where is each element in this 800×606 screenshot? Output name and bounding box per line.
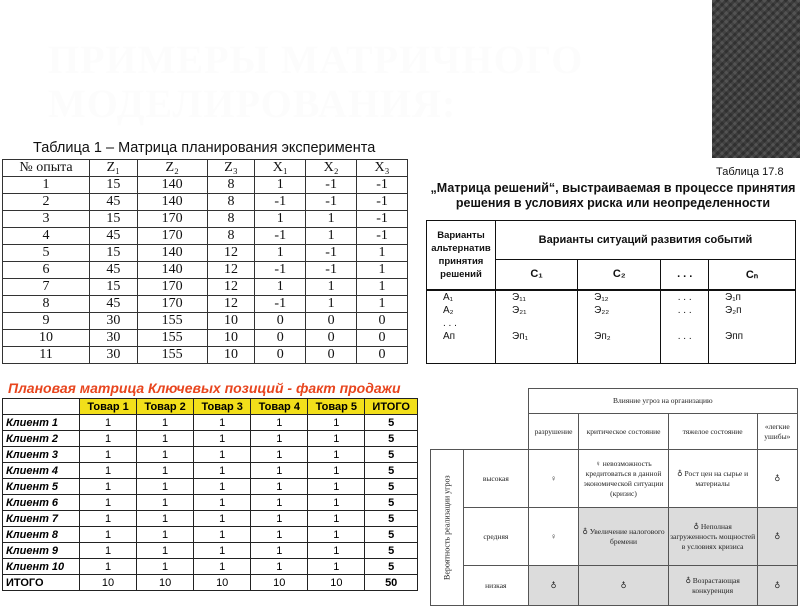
table-cell: 1: [308, 495, 365, 511]
table-cell: 1: [251, 447, 308, 463]
table-cell: -1: [306, 245, 357, 262]
table-cell: 0: [357, 347, 408, 364]
table-cell: 1: [194, 463, 251, 479]
table-cell: 30: [90, 347, 138, 364]
table-cell: 10: [3, 330, 90, 347]
slide-title: [48, 38, 583, 126]
table-row: [3, 330, 408, 347]
table-cell: 1: [194, 511, 251, 527]
outcome-cell: [578, 290, 661, 364]
table-cell: -1: [306, 177, 357, 194]
table-cell: 1: [137, 495, 194, 511]
table-cell: 0: [357, 330, 408, 347]
table-cell: 1: [194, 495, 251, 511]
table-row: [3, 262, 408, 279]
table-cell: 1: [308, 447, 365, 463]
table-cell: 1: [194, 559, 251, 575]
situation-header: C₁: [496, 259, 578, 290]
table-header: ИТОГО: [365, 399, 418, 415]
table-cell: Клиент 3: [3, 447, 80, 463]
table-cell: 140: [137, 262, 207, 279]
total-row: [3, 575, 418, 591]
impact-header: тяжелое состояние: [668, 414, 757, 450]
table-cell: 15: [90, 211, 138, 228]
table-cell: -1: [255, 194, 306, 211]
table-cell: -1: [357, 177, 408, 194]
table-cell: 0: [255, 347, 306, 364]
table-cell: 1: [306, 279, 357, 296]
table-cell: 10: [207, 330, 255, 347]
probability-header: Вероятность реализации угроз: [431, 450, 464, 606]
table-cell: 155: [137, 313, 207, 330]
table-cell: 1: [251, 431, 308, 447]
table-header: X₃: [357, 160, 408, 177]
table-row: [3, 479, 418, 495]
table-cell: Клиент 6: [3, 495, 80, 511]
table-cell: 5: [365, 463, 418, 479]
outcome-value: Э₁₁: [512, 292, 526, 303]
table-cell: 170: [137, 211, 207, 228]
table-header: Z₂: [137, 160, 207, 177]
table-cell: 1: [255, 279, 306, 296]
table-cell: Клиент 2: [3, 431, 80, 447]
table3-label: Таблица 17.8: [716, 166, 784, 178]
table-cell: 8: [207, 177, 255, 194]
table-cell: 1: [194, 415, 251, 431]
table-row: [3, 211, 408, 228]
situation-header: C₂: [578, 259, 661, 290]
table-cell: 6: [3, 262, 90, 279]
table1-caption: Таблица 1 – Матрица планирования эксперимента: [33, 140, 376, 156]
outcome-value: Э₂₁: [512, 305, 527, 316]
alternative-label: Aп: [443, 331, 456, 342]
table2-body: [3, 415, 418, 591]
table-cell: 15: [90, 279, 138, 296]
outcome-cell: [496, 290, 578, 364]
table-cell: 7: [3, 279, 90, 296]
table-cell: Клиент 9: [3, 543, 80, 559]
table-header-row: [3, 399, 418, 415]
table-header-row: [427, 221, 796, 260]
table-cell: 10: [194, 575, 251, 591]
table-cell: -1: [306, 194, 357, 211]
probability-level: средняя: [464, 508, 529, 566]
outcome-value: Э₁п: [725, 292, 741, 303]
table-cell: 1: [3, 177, 90, 194]
table3-caption-line2: решения в условиях риска или неопределенности: [455, 196, 771, 210]
table-cell: 0: [357, 313, 408, 330]
table2-caption: Плановая матрица Ключевых позиций - факт продажи: [8, 380, 401, 396]
table-cell: 8: [207, 211, 255, 228]
table-cell: 1: [137, 431, 194, 447]
table3-caption-line1: „Матрица решений“, выстраиваемая в процессе принятия: [430, 181, 796, 195]
threat-cell: ♁ Увеличение налогового бремени: [579, 508, 668, 566]
table-row: [3, 463, 418, 479]
table-cell: Клиент 5: [3, 479, 80, 495]
table-cell: 1: [137, 463, 194, 479]
table-row: [427, 290, 796, 364]
table-row: [3, 313, 408, 330]
table-cell: 3: [3, 211, 90, 228]
table-cell: 1: [306, 211, 357, 228]
table-cell: 0: [255, 330, 306, 347]
table-cell: 4: [3, 228, 90, 245]
slide-title-line2: МОДЕЛИРОВАНИЯ:: [48, 81, 457, 126]
table-header: Товар 1: [80, 399, 137, 415]
table-row: [3, 245, 408, 262]
threat-cell: ♁: [757, 508, 797, 566]
threat-cell: ♁ Рост цен на сырье и материалы: [668, 450, 757, 508]
table-cell: 5: [365, 447, 418, 463]
outcome-value: [498, 317, 575, 330]
table-cell: 1: [251, 511, 308, 527]
table-cell: 5: [365, 559, 418, 575]
table-cell: 12: [207, 245, 255, 262]
table-cell: 1: [80, 479, 137, 495]
threat-cell: ♁: [579, 566, 668, 606]
table-cell: 155: [137, 347, 207, 364]
table-cell: 1: [137, 415, 194, 431]
table-cell: 1: [251, 559, 308, 575]
table-row: [3, 347, 408, 364]
table-cell: 15: [90, 177, 138, 194]
table-cell: 11: [3, 347, 90, 364]
table-cell: 140: [137, 194, 207, 211]
table-cell: 1: [357, 245, 408, 262]
table-header: X₁: [255, 160, 306, 177]
table-row: [431, 450, 798, 508]
table-cell: 1: [251, 527, 308, 543]
table-cell: -1: [255, 228, 306, 245]
table-cell: Клиент 1: [3, 415, 80, 431]
outcome-value: [711, 317, 793, 330]
table-cell: -1: [255, 296, 306, 313]
table-cell: 1: [357, 262, 408, 279]
table-cell: -1: [357, 211, 408, 228]
table-cell: 1: [194, 447, 251, 463]
table-cell: 15: [90, 245, 138, 262]
table-cell: 1: [80, 431, 137, 447]
table-cell: -1: [255, 262, 306, 279]
threat-cell: ♁ Возрастающая конкуренция: [668, 566, 757, 606]
outcome-value: Э₂п: [725, 305, 742, 316]
threat-cell: ♁: [757, 450, 797, 508]
table-row: [3, 415, 418, 431]
table-row: [3, 447, 418, 463]
table-cell: 140: [137, 177, 207, 194]
probability-level: высокая: [464, 450, 529, 508]
table-cell: 1: [308, 527, 365, 543]
table-cell: 45: [90, 262, 138, 279]
table-cell: 1: [194, 479, 251, 495]
table-cell: Клиент 7: [3, 511, 80, 527]
table-cell: 1: [255, 245, 306, 262]
situation-header: . . .: [661, 259, 709, 290]
table-cell: -1: [357, 228, 408, 245]
table-cell: 10: [207, 347, 255, 364]
table-cell: 8: [207, 228, 255, 245]
table-cell: 1: [308, 543, 365, 559]
impact-header: «легкие ушибы»: [757, 414, 797, 450]
table-cell: 1: [194, 543, 251, 559]
table-cell: ИТОГО: [3, 575, 80, 591]
table-cell: 5: [365, 479, 418, 495]
table-cell: 45: [90, 194, 138, 211]
table-cell: 0: [255, 313, 306, 330]
table-row: [3, 431, 418, 447]
table-cell: 8: [3, 296, 90, 313]
threat-cell: ♁: [757, 566, 797, 606]
table-header: Товар 4: [251, 399, 308, 415]
table-cell: 12: [207, 296, 255, 313]
impact-header: критическое состояние: [579, 414, 668, 450]
table-cell: 1: [251, 415, 308, 431]
decision-matrix-table: [426, 220, 796, 364]
table-cell: 1: [251, 495, 308, 511]
table-cell: 10: [207, 313, 255, 330]
situations-header: Варианты ситуаций развития событий: [496, 221, 796, 260]
empty-corner: [431, 389, 529, 450]
table-cell: 1: [306, 228, 357, 245]
threat-cell: ♁ Неполная загруженность мощностей в условиях кризиса: [668, 508, 757, 566]
table-cell: Клиент 8: [3, 527, 80, 543]
table-cell: 12: [207, 262, 255, 279]
table-header: Товар 3: [194, 399, 251, 415]
alternatives-header: Варианты альтернатив принятия решений: [427, 221, 496, 291]
outcome-value: . . .: [677, 292, 692, 303]
outcome-value: Э₁₂: [594, 292, 609, 303]
table-row: [3, 279, 408, 296]
table-cell: 1: [137, 559, 194, 575]
table-cell: 2: [3, 194, 90, 211]
table-cell: 1: [80, 415, 137, 431]
outcome-value: Эпп: [725, 331, 744, 342]
table-row: [3, 177, 408, 194]
slide-title-line1: ПРИМЕРЫ МАТРИЧНОГО: [48, 37, 584, 82]
table-cell: 1: [308, 415, 365, 431]
table-row: [3, 559, 418, 575]
probability-level: низкая: [464, 566, 529, 606]
table-cell: 155: [137, 330, 207, 347]
table-cell: 0: [306, 313, 357, 330]
table-cell: 1: [80, 447, 137, 463]
table-cell: 5: [365, 511, 418, 527]
table-header: X₂: [306, 160, 357, 177]
key-positions-table: [2, 398, 418, 591]
table-cell: 1: [255, 211, 306, 228]
table-cell: 5: [365, 527, 418, 543]
table-cell: 1: [308, 431, 365, 447]
table-cell: 1: [357, 279, 408, 296]
table-cell: 1: [194, 431, 251, 447]
table-header: Z₃: [207, 160, 255, 177]
table-header: Товар 2: [137, 399, 194, 415]
table1-body: [3, 177, 408, 364]
table-cell: 1: [80, 511, 137, 527]
table-cell: -1: [306, 262, 357, 279]
threat-cell: ♀ невозможность кредитоваться в данной экономической ситуации (кризис): [579, 450, 668, 508]
table-cell: 170: [137, 279, 207, 296]
threat-matrix-table: [430, 388, 798, 606]
table-cell: 1: [251, 463, 308, 479]
table-header-row: [3, 160, 408, 177]
table-cell: 1: [80, 527, 137, 543]
table-cell: 1: [80, 543, 137, 559]
alternative-label: A₂: [443, 305, 454, 316]
table-cell: 5: [3, 245, 90, 262]
table-cell: 1: [137, 527, 194, 543]
table-cell: 1: [194, 527, 251, 543]
table-cell: 5: [365, 495, 418, 511]
table-row: [3, 527, 418, 543]
alternative-label: A₁: [443, 292, 454, 303]
table-cell: 1: [137, 447, 194, 463]
outcome-value: . . .: [677, 331, 692, 342]
corner-pattern: [712, 0, 800, 158]
table-cell: 170: [137, 296, 207, 313]
table-cell: 10: [137, 575, 194, 591]
table-cell: 1: [137, 511, 194, 527]
table-cell: 1: [80, 559, 137, 575]
table-cell: 0: [306, 330, 357, 347]
table-cell: 5: [365, 431, 418, 447]
table-cell: 1: [255, 177, 306, 194]
table-cell: 12: [207, 279, 255, 296]
table-cell: 1: [137, 479, 194, 495]
table-cell: 1: [308, 463, 365, 479]
table-cell: 1: [137, 543, 194, 559]
table-cell: 9: [3, 313, 90, 330]
table-cell: 1: [251, 479, 308, 495]
table-row: [431, 508, 798, 566]
table-cell: 45: [90, 296, 138, 313]
table-cell: 1: [308, 511, 365, 527]
alternative-label: . . .: [443, 318, 457, 329]
table-header: [3, 399, 80, 415]
table-row: [3, 194, 408, 211]
table-cell: 1: [308, 479, 365, 495]
table-cell: 45: [90, 228, 138, 245]
table-cell: 1: [357, 296, 408, 313]
outcome-value: Э₂₂: [594, 305, 610, 316]
table-cell: 5: [365, 415, 418, 431]
table-cell: 1: [308, 559, 365, 575]
table-cell: 50: [365, 575, 418, 591]
table-cell: 10: [80, 575, 137, 591]
table-cell: 1: [80, 463, 137, 479]
table-header-row: [431, 389, 798, 414]
threat-cell: ♀: [528, 508, 579, 566]
table-header: Товар 5: [308, 399, 365, 415]
table-row: [3, 543, 418, 559]
table-cell: 5: [365, 543, 418, 559]
table-cell: 170: [137, 228, 207, 245]
table-row: [3, 296, 408, 313]
table-cell: 1: [251, 543, 308, 559]
table-row: [3, 511, 418, 527]
table-cell: 8: [207, 194, 255, 211]
table-cell: Клиент 4: [3, 463, 80, 479]
outcome-value: Эп₂: [594, 331, 611, 342]
table3-caption: [428, 181, 798, 211]
table-cell: 30: [90, 330, 138, 347]
table-cell: 1: [306, 296, 357, 313]
table-cell: Клиент 10: [3, 559, 80, 575]
table-header: Z₁: [90, 160, 138, 177]
outcome-value: [580, 317, 658, 330]
outcome-cell: [709, 290, 796, 364]
table-cell: 140: [137, 245, 207, 262]
outcome-cell: [661, 290, 709, 364]
table-cell: 10: [308, 575, 365, 591]
table-row: [3, 495, 418, 511]
table-cell: 0: [306, 347, 357, 364]
threat-cell: ♀: [528, 450, 579, 508]
outcome-value: . . .: [677, 305, 692, 316]
table-cell: 1: [80, 495, 137, 511]
threat-impact-header: Влияние угроз на организацию: [528, 389, 797, 414]
table-row: [3, 228, 408, 245]
outcome-value: [663, 317, 706, 330]
table-cell: 30: [90, 313, 138, 330]
table-cell: -1: [357, 194, 408, 211]
table-cell: 10: [251, 575, 308, 591]
experiment-planning-table: [2, 159, 408, 364]
threat-cell: ♁: [528, 566, 579, 606]
alternatives-cell: [427, 290, 496, 364]
impact-header: разрушение: [528, 414, 579, 450]
outcome-value: Эп₁: [512, 331, 528, 342]
situation-header: Cₙ: [709, 259, 796, 290]
table-header: № опыта: [3, 160, 90, 177]
